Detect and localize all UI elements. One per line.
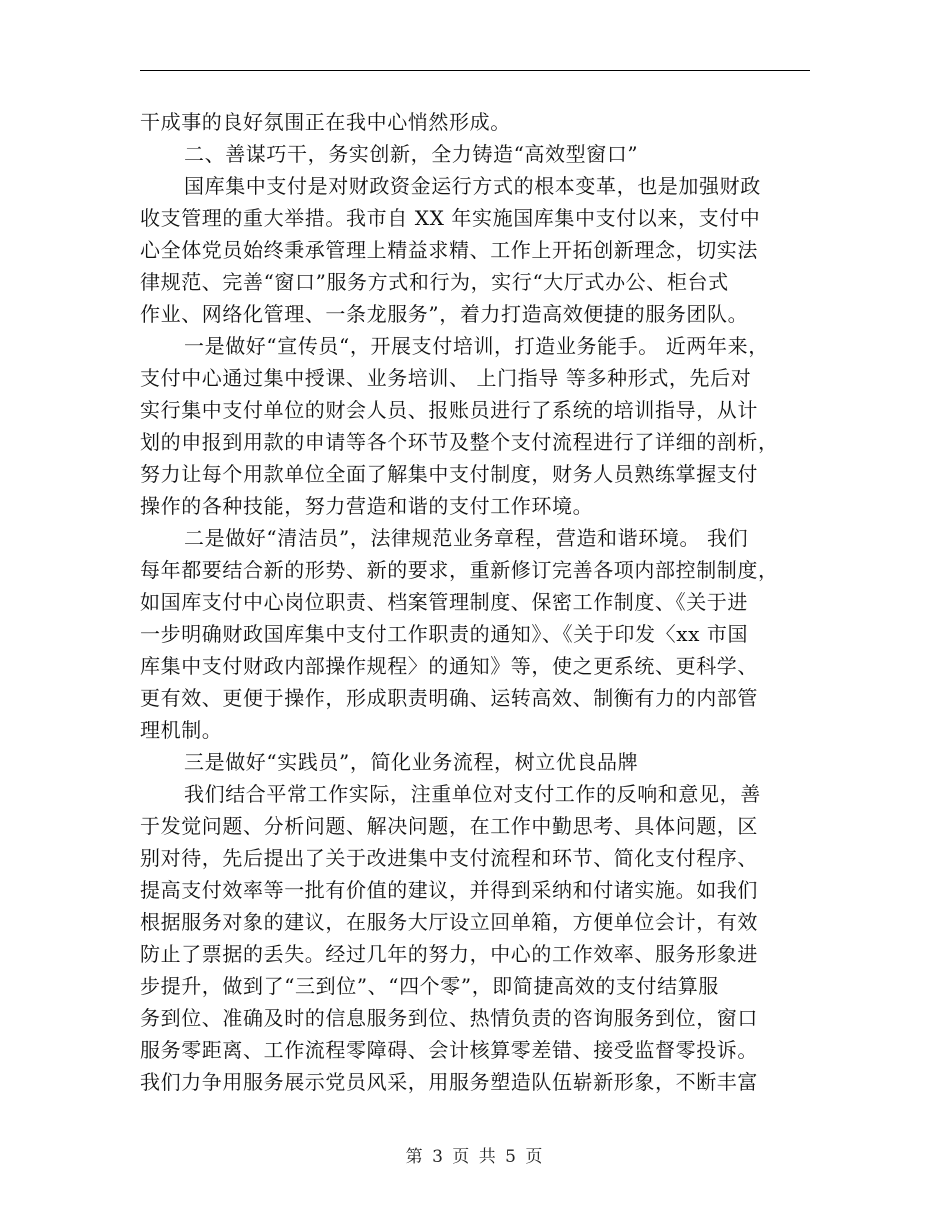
paragraph-line: 心全体党员始终秉承管理上精益求精、工作上开拓创新理念，切实法: [140, 238, 758, 262]
paragraph-line: 律规范、完善“窗口”服务方式和行为，实行“大厅式办公、柜台式: [140, 270, 729, 294]
paragraph-line: 干成事的良好氛围正在我中心悄然形成。: [140, 110, 511, 134]
paragraph-line: 作业、网络化管理、一条龙服务”，着力打造高效便捷的服务团队。: [140, 302, 749, 326]
paragraph-line: 库集中支付财政内部操作规程〉的通知》等，使之更系统、更科学、: [140, 654, 758, 678]
paragraph-line: 提高支付效率等一批有价值的建议，并得到采纳和付诸实施。如我们: [140, 878, 758, 902]
section-heading: 二、善谋巧干，务实创新，全力铸造“高效型窗口”: [184, 142, 639, 166]
paragraph-line: 如国库支付中心岗位职责、档案管理制度、保密工作制度、《关于进: [140, 590, 748, 614]
paragraph-line: 实行集中支付单位的财会人员、报账员进行了系统的培训指导，从计: [140, 398, 758, 422]
paragraph-line: 一步明确财政国库集中支付工作职责的通知》、《关于印发〈xx 市国: [140, 622, 749, 646]
header-rule: [140, 70, 810, 71]
paragraph-line: 努力让每个用款单位全面了解集中支付制度，财务人员熟练掌握支付: [140, 462, 758, 486]
paragraph-line: 我们力争用服务展示党员风采，用服务塑造队伍崭新形象，不断丰富: [140, 1070, 758, 1094]
paragraph-line: 一是做好“宣传员“，开展支付培训，打造业务能手。 近两年来，: [184, 334, 769, 358]
paragraph-line: 于发觉问题、分析问题、解决问题，在工作中勤思考、具体问题，区: [140, 814, 758, 838]
paragraph-line: 别对待，先后提出了关于改进集中支付流程和环节、简化支付程序、: [140, 846, 758, 870]
paragraph-line: 更有效、更便于操作，形成职责明确、运转高效、制衡有力的内部管: [140, 686, 758, 710]
paragraph-line: 务到位、准确及时的信息服务到位、热情负责的咨询服务到位，窗口: [140, 1006, 758, 1030]
paragraph-line: 我们结合平常工作实际，注重单位对支付工作的反响和意见，善: [184, 782, 761, 806]
paragraph-line: 根据服务对象的建议，在服务大厅设立回单箱，方便单位会计，有效: [140, 910, 758, 934]
paragraph-line: 防止了票据的丢失。经过几年的努力，中心的工作效率、服务形象进: [140, 942, 758, 966]
paragraph-line: 收支管理的重大举措。我市自 XX 年实施国库集中支付以来，支付中: [140, 206, 761, 230]
paragraph-line: 每年都要结合新的形势、新的要求，重新修订完善各项内部控制制度，: [140, 558, 779, 582]
paragraph-line: 三是做好“实践员”，简化业务流程，树立优良品牌: [184, 750, 639, 774]
paragraph-line: 二是做好“清洁员”，法律规范业务章程，营造和谐环境。 我们: [184, 526, 749, 550]
paragraph-line: 支付中心通过集中授课、业务培训、 上门指导 等多种形式，先后对: [140, 366, 752, 390]
paragraph-line: 划的申报到用款的申请等各个环节及整个支付流程进行了详细的剖析，: [140, 430, 779, 454]
document-body: [140, 106, 810, 1098]
paragraph-line: 国库集中支付是对财政资金运行方式的根本变革，也是加强财政: [184, 174, 761, 198]
paragraph-line: 理机制。: [140, 718, 223, 742]
page-number-footer: 第 3 页 共 5 页: [405, 1147, 545, 1167]
paragraph-line: 操作的各种技能，努力营造和谐的支付工作环境。: [140, 494, 594, 518]
paragraph-line: 步提升，做到了“三到位”、“四个零”，即简捷高效的支付结算服: [140, 974, 719, 998]
paragraph-line: 服务零距离、工作流程零障碍、会计核算零差错、接受监督零投诉。: [140, 1038, 758, 1062]
